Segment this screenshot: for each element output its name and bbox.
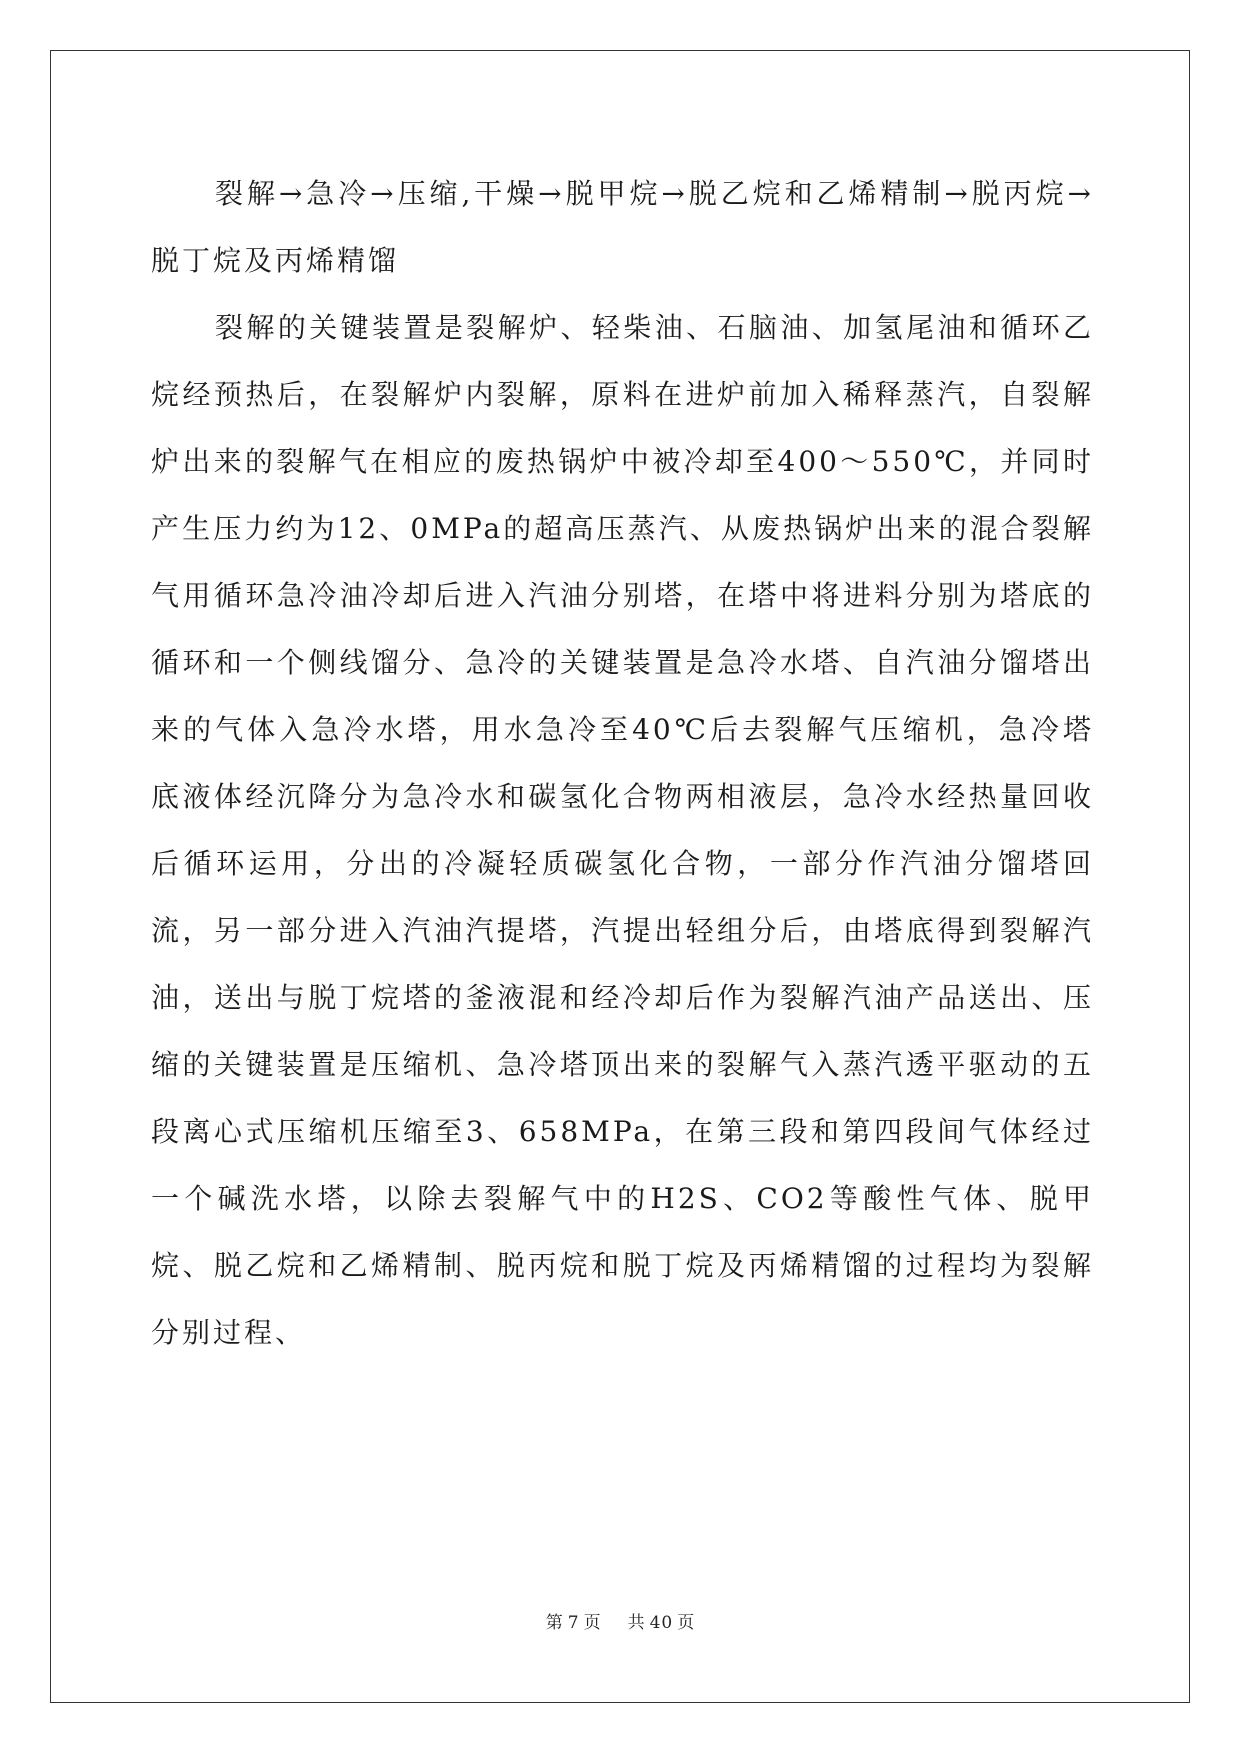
total-unit: 页 (677, 1613, 696, 1633)
total-prefix: 共 (627, 1613, 646, 1633)
page-prefix: 第 (545, 1613, 564, 1633)
page-number: 7 (567, 1613, 580, 1633)
page-unit: 页 (583, 1613, 602, 1633)
paragraph-process-description: 裂解的关键装置是裂解炉、轻柴油、石脑油、加氢尾油和循环乙烷经预热后，在裂解炉内裂解，原料在进炉前加入稀释蒸汽，自裂解炉出来的裂解气在相应的废热锅炉中被冷却至400～550℃，并同时产生压力约为12、0MPa的超高压蒸汽、从废热锅炉出来的混合裂解气用循环急冷油冷却后进入汽油分别塔，在塔中将进料分别为塔底的循环和一个侧线馏分、急冷的关键装置是急冷水塔、自汽油分馏塔出来的气体入急冷水塔，用水急冷至40℃后去裂解气压缩机，急冷塔底液体经沉降分为急冷水和碳氢化合物两相液层，急冷水经热量回收后循环运用，分出的冷凝轻质碳氢化合物，一部分作汽油分馏塔回流，另一部分进入汽油汽提塔，汽提出轻组分后，由塔底得到裂解汽油，送出与脱丁烷塔的釜液混和经冷却后作为裂解汽油产品送出、压缩的关键装置是压缩机、急冷塔顶出来的裂解气入蒸汽透平驱动的五段离心式压缩机压缩至3、658MPa，在第三段和第四段间气体经过一个碱洗水塔，以除去裂解气中的H2S、CO2等酸性气体、脱甲烷、脱乙烷和乙烯精制、脱丙烷和脱丁烷及丙烯精馏的过程均为裂解分别过程、 (151, 311, 1094, 1349)
paragraph-process-flow: 裂解→急冷→压缩,干燥→脱甲烷→脱乙烷和乙烯精制→脱丙烷→脱丁烷及丙烯精馏 (151, 177, 1094, 277)
document-body (151, 160, 1094, 1366)
total-pages: 40 (649, 1613, 674, 1633)
page-footer (0, 1608, 1241, 1633)
